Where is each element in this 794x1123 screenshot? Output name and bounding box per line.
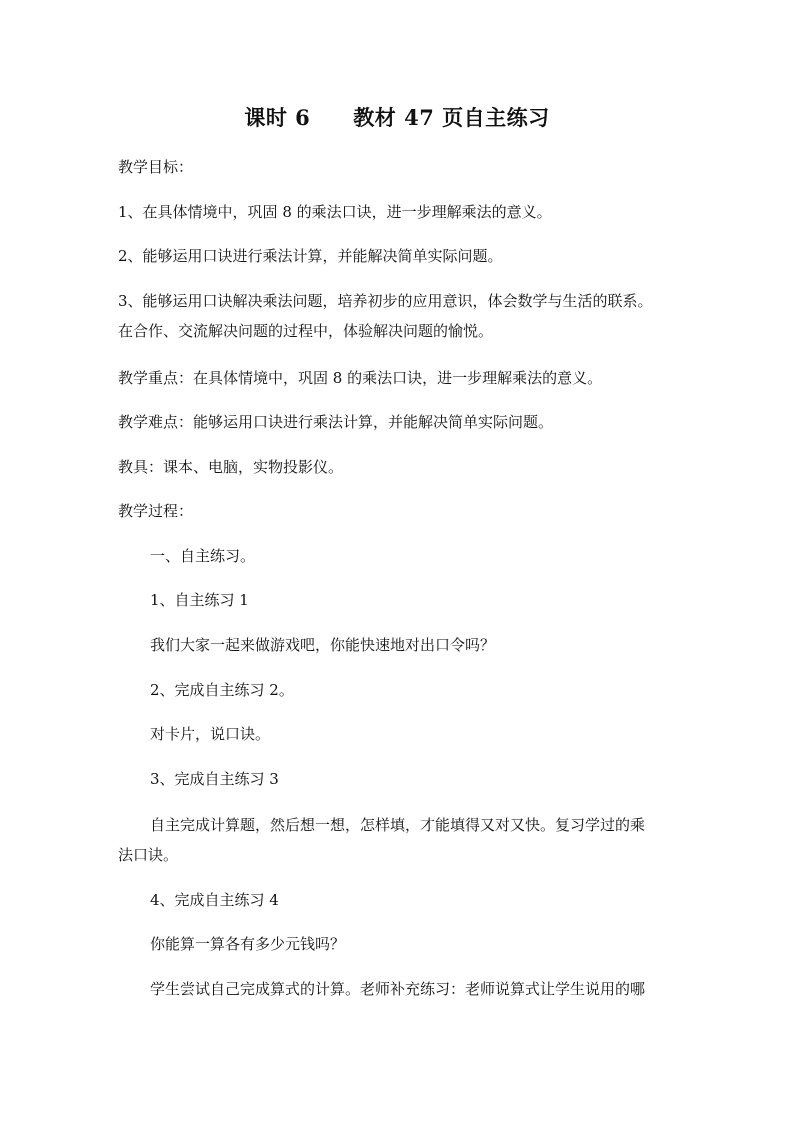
goal-1: 1、在具体情境中，巩固 8 的乘法口诀，进一步理解乘法的意义。 xyxy=(118,203,552,221)
teaching-focus: 教学重点：在具体情境中，巩固 8 的乘法口诀，进一步理解乘法的意义。 xyxy=(118,369,603,387)
practice-4-content: 学生尝试自己完成算式的计算。老师补充练习：老师说算式让学生说用的哪 xyxy=(150,980,646,998)
practice-3-heading: 3、完成自主练习 3 xyxy=(150,770,279,788)
practice-4-heading: 4、完成自主练习 4 xyxy=(150,891,279,909)
practice-4-question: 你能算一算各有多少元钱吗？ xyxy=(150,935,346,953)
practice-3-content-line-2: 法口诀。 xyxy=(118,846,179,864)
goal-2: 2、能够运用口诀进行乘法计算，并能解决简单实际问题。 xyxy=(118,247,503,265)
practice-2-content: 对卡片，说口诀。 xyxy=(150,725,271,743)
teaching-aids: 教具：课本、电脑，实物投影仪。 xyxy=(118,458,344,476)
practice-2-heading: 2、完成自主练习 2。 xyxy=(150,681,294,699)
practice-3-content-line-1: 自主完成计算题，然后想一想，怎样填，才能填得又对又快。复习学过的乘 xyxy=(150,816,646,834)
practice-1-content: 我们大家一起来做游戏吧，你能快速地对出口令吗？ xyxy=(150,636,496,654)
section-self-practice: 一、自主练习。 xyxy=(150,547,256,565)
teaching-difficulty: 教学难点：能够运用口诀进行乘法计算，并能解决简单实际问题。 xyxy=(118,413,554,431)
teaching-goals-heading: 教学目标： xyxy=(118,158,194,176)
teaching-process-heading: 教学过程： xyxy=(118,502,194,520)
page-title: 课时 6 教材 47 页自主练习 xyxy=(244,105,550,130)
goal-3-line-2: 在合作、交流解决问题的过程中，体验解决问题的愉悦。 xyxy=(118,322,494,340)
goal-3-line-1: 3、能够运用口诀解决乘法问题，培养初步的应用意识，体会数学与生活的联系。 xyxy=(118,292,653,310)
practice-1-heading: 1、自主练习 1 xyxy=(150,591,249,609)
